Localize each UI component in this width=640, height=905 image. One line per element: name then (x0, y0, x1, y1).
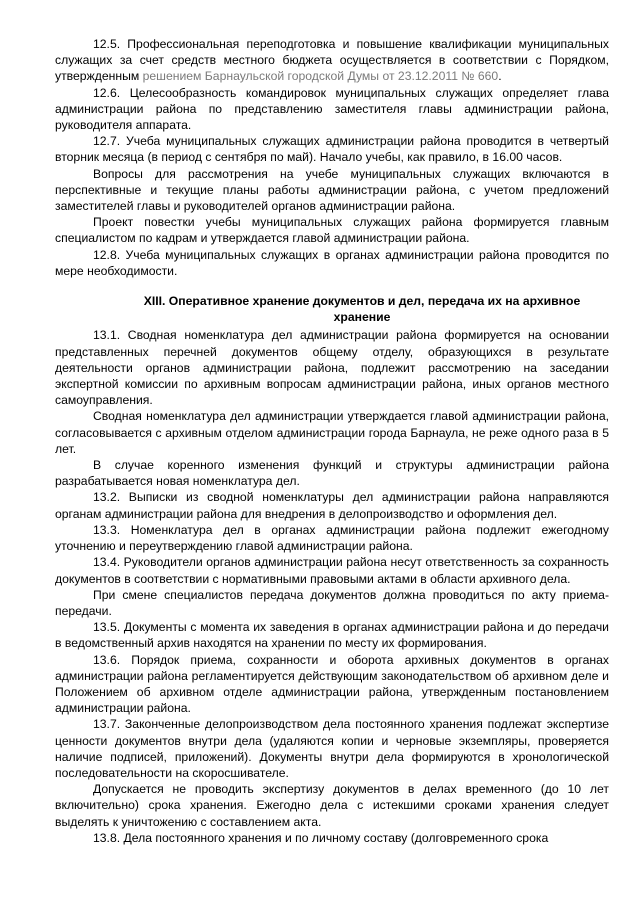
paragraph-13-4-transfer: При смене специалистов передача документов должна проводиться по акту приема-передачи. (55, 587, 609, 618)
document-page (55, 36, 609, 846)
duma-decision-link[interactable]: решением Барнаульской городской Думы от 23.12.2011 № 660 (142, 69, 499, 84)
paragraph-13-8: 13.8. Дела постоянного хранения и по личному составу (долговременного срока (93, 830, 549, 845)
paragraph-13-2: 13.2. Выписки из сводной номенклатуры дел администрации района направляются органам администрации района для внедрения в делопроизводство и оформления дел. (55, 490, 609, 521)
paragraph-12-7-questions: Вопросы для рассмотрения на учебе муниципальных служащих включаются в перспективные и текущие планы работы администрации района, с учетом предложений заместителей главы и руководителей органов администрации района. (55, 166, 609, 214)
paragraph-13-7-expertise: Допускается не проводить экспертизу документов в делах временного (до 10 лет включительно) срока хранения. Ежегодно дела с истекшими сроками хранения следует выделять к уничтожению с составлением акта. (55, 782, 609, 829)
paragraph-12-7: 12.7. Учеба муниципальных служащих администрации района проводится в четвертый вторник месяца (в период с сентября по май). Начало учебы, как правило, в 16.00 часов. (55, 134, 609, 165)
paragraph-12-7-agenda: Проект повестки учебы муниципальных служащих района формируется главным специалистом по кадрам и утверждается главой администрации района. (55, 215, 609, 246)
paragraph-12-5 (55, 36, 609, 85)
paragraph-12-8: 12.8. Учеба муниципальных служащих в органах администрации района проводится по мере необходимости. (55, 247, 609, 278)
paragraph-13-5: 13.5. Документы с момента их заведения в органах администрации района и до передачи в ведомственный архив находятся на хранении по месту их формирования. (55, 620, 609, 651)
section-13-heading: XIII. Оперативное хранение документов и дел, передача их на архивное хранение (143, 294, 581, 325)
paragraph-13-1: 13.1. Сводная номенклатура дел администрации района формируется на основании представленных перечней документов общему отделу, образующихся в результате деятельности органов администрации района, подлежит рассмотрению на заседании экспертной комиссии по архивным вопросам администрации района, иных органов местного самоуправления. (55, 328, 609, 408)
paragraph-13-3: 13.3. Номенклатура дел в органах администрации района подлежит ежегодному уточнению и переутверждению главой администрации района. (55, 522, 609, 554)
paragraph-13-1-change: В случае коренного изменения функций и структуры администрации района разрабатывается новая номенклатура дел. (55, 458, 609, 489)
paragraph-13-4: 13.4. Руководители органов администрации района несут ответственность за сохранность документов в соответствии с нормативными правовыми актами в области архивного дела. (55, 555, 609, 586)
paragraph-12-5-end: . (498, 69, 502, 84)
paragraph-12-6: 12.6. Целесообразность командировок муниципальных служащих определяет глава администрации района по представлению заместителя главы администрации района, руководителя аппарата. (55, 85, 609, 133)
paragraph-13-1-approval: Сводная номенклатура дел администрации утверждается главой администрации района, согласовывается с архивным отделом администрации города Барнаула, не реже одного раза в 5 лет. (55, 409, 609, 456)
paragraph-12-5-text: 12.5. Профессиональная переподготовка и повышение квалификации муниципальных служащих за счет средств местного бюджета осуществляется в соответствии с Порядком, утвержденным (55, 37, 609, 84)
paragraph-13-7: 13.7. Законченные делопроизводством дела постоянного хранения подлежат экспертизе ценности документов внутри дела (удаляются копии и черновые экземпляры, проверяется наличие подписей, приложений). Документы внутри дела формируются в хронологической последовательности на скоросшивателе. (55, 717, 609, 780)
paragraph-13-6: 13.6. Порядок приема, сохранности и оборота архивных документов в органах администрации района регламентируется действующим законодательством об архивном деле и Положением об архивном отделе администрации района, утвержденным постановлением администрации района. (55, 652, 609, 716)
